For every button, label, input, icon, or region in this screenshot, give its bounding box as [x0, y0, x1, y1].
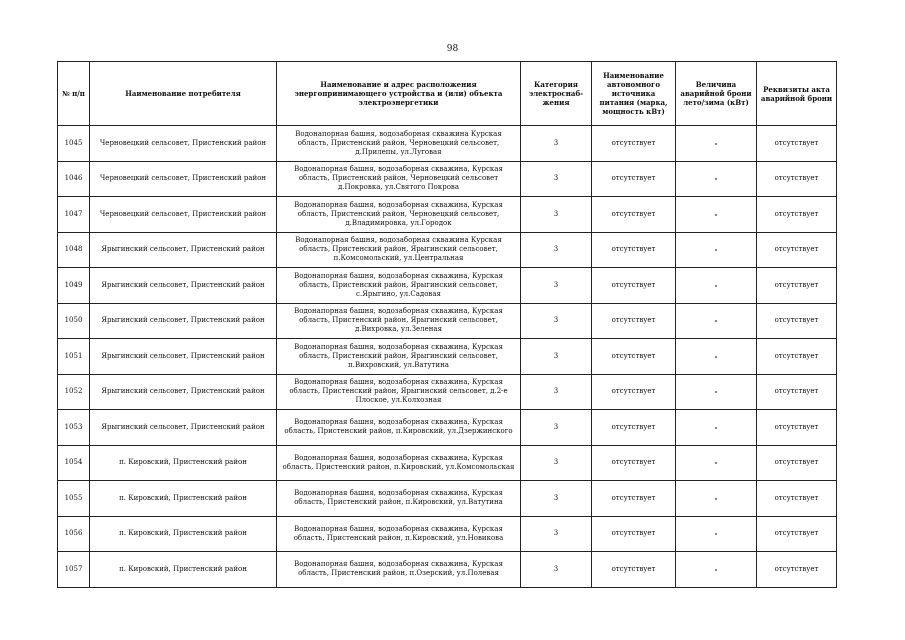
cell-emergency-reserve: -	[676, 445, 757, 481]
cell-autonomous-source: отсутствует	[592, 339, 676, 375]
cell-act-details: отсутствует	[757, 303, 837, 339]
cell-emergency-reserve: -	[676, 126, 757, 162]
cell-emergency-reserve: -	[676, 303, 757, 339]
cell-num: 1057	[58, 552, 90, 588]
header-consumer: Наименование потребителя	[90, 62, 277, 126]
cell-emergency-reserve: -	[676, 374, 757, 410]
cell-category: 3	[521, 197, 592, 233]
cell-num: 1053	[58, 410, 90, 446]
cell-category: 3	[521, 552, 592, 588]
cell-num: 1045	[58, 126, 90, 162]
cell-autonomous-source: отсутствует	[592, 516, 676, 552]
power-consumers-table	[57, 61, 837, 588]
cell-emergency-reserve: -	[676, 552, 757, 588]
cell-object: Водонапорная башня, водозаборная скважина, Курская область, Пристенский район, Ярыгинский сельсовет, д.2-е Плоское, ул.Колхозная	[277, 374, 521, 410]
cell-consumer: Черновецкий сельсовет, Пристенский район	[90, 197, 277, 233]
table-row	[58, 374, 837, 410]
cell-act-details: отсутствует	[757, 197, 837, 233]
cell-category: 3	[521, 161, 592, 197]
cell-consumer: Ярыгинский сельсовет, Пристенский район	[90, 339, 277, 375]
cell-emergency-reserve: -	[676, 161, 757, 197]
cell-act-details: отсутствует	[757, 481, 837, 517]
cell-act-details: отсутствует	[757, 410, 837, 446]
table-body	[58, 126, 837, 588]
cell-consumer: Ярыгинский сельсовет, Пристенский район	[90, 303, 277, 339]
cell-num: 1052	[58, 374, 90, 410]
table-row	[58, 339, 837, 375]
cell-act-details: отсутствует	[757, 232, 837, 268]
header-act-details: Реквизиты акта аварийной брони	[757, 62, 837, 126]
cell-act-details: отсутствует	[757, 445, 837, 481]
cell-autonomous-source: отсутствует	[592, 232, 676, 268]
cell-object: Водонапорная башня, водозаборная скважина Курская область, Пристенский район, Черновецкий сельсовет, д.Прилепы, ул.Луговая	[277, 126, 521, 162]
cell-category: 3	[521, 303, 592, 339]
cell-num: 1049	[58, 268, 90, 304]
cell-num: 1046	[58, 161, 90, 197]
cell-consumer: Ярыгинский сельсовет, Пристенский район	[90, 268, 277, 304]
cell-autonomous-source: отсутствует	[592, 410, 676, 446]
cell-emergency-reserve: -	[676, 339, 757, 375]
cell-autonomous-source: отсутствует	[592, 126, 676, 162]
cell-category: 3	[521, 374, 592, 410]
cell-autonomous-source: отсутствует	[592, 161, 676, 197]
cell-consumer: п. Кировский, Пристенский район	[90, 552, 277, 588]
header-object: Наименование и адрес расположения энергопринимающего устройства и (или) объекта электроэнергетики	[277, 62, 521, 126]
header-category: Категория электроснаб-жения	[521, 62, 592, 126]
cell-autonomous-source: отсутствует	[592, 303, 676, 339]
cell-autonomous-source: отсутствует	[592, 481, 676, 517]
table-row	[58, 161, 837, 197]
cell-consumer: п. Кировский, Пристенский район	[90, 516, 277, 552]
cell-object: Водонапорная башня, водозаборная скважина, Курская область, Пристенский район, Ярыгинский сельсовет, с.Ярыгино, ул.Садовая	[277, 268, 521, 304]
cell-consumer: п. Кировский, Пристенский район	[90, 445, 277, 481]
cell-consumer: Черновецкий сельсовет, Пристенский район	[90, 161, 277, 197]
table-row	[58, 410, 837, 446]
cell-emergency-reserve: -	[676, 410, 757, 446]
cell-object: Водонапорная башня, водозаборная скважина, Курская область, Пристенский район, п.Кировский, ул.Комсомольская	[277, 445, 521, 481]
cell-category: 3	[521, 339, 592, 375]
table-row	[58, 303, 837, 339]
cell-category: 3	[521, 481, 592, 517]
cell-num: 1056	[58, 516, 90, 552]
cell-consumer: Черновецкий сельсовет, Пристенский район	[90, 126, 277, 162]
cell-category: 3	[521, 268, 592, 304]
table-row	[58, 481, 837, 517]
cell-emergency-reserve: -	[676, 197, 757, 233]
cell-consumer: п. Кировский, Пристенский район	[90, 481, 277, 517]
cell-object: Водонапорная башня, водозаборная скважина, Курская область, Пристенский район, Ярыгинский сельсовет, д.Вихровка, ул.Зеленая	[277, 303, 521, 339]
cell-num: 1055	[58, 481, 90, 517]
cell-consumer: Ярыгинский сельсовет, Пристенский район	[90, 232, 277, 268]
table-row	[58, 126, 837, 162]
cell-emergency-reserve: -	[676, 481, 757, 517]
cell-object: Водонапорная башня, водозаборная скважина, Курская область, Пристенский район, п.Кировский, ул.Ватутина	[277, 481, 521, 517]
cell-object: Водонапорная башня, водозаборная скважина, Курская область, Пристенский район, п.Озерский, ул.Полевая	[277, 552, 521, 588]
cell-category: 3	[521, 410, 592, 446]
cell-category: 3	[521, 516, 592, 552]
cell-consumer: Ярыгинский сельсовет, Пристенский район	[90, 410, 277, 446]
cell-object: Водонапорная башня, водозаборная скважина, Курская область, Пристенский район, п.Кировский, ул.Новикова	[277, 516, 521, 552]
cell-category: 3	[521, 126, 592, 162]
cell-num: 1054	[58, 445, 90, 481]
cell-autonomous-source: отсутствует	[592, 374, 676, 410]
cell-num: 1047	[58, 197, 90, 233]
header-autonomous-source: Наименование автономного источника питания (марка, мощность кВт)	[592, 62, 676, 126]
cell-autonomous-source: отсутствует	[592, 197, 676, 233]
cell-object: Водонапорная башня, водозаборная скважина, Курская область, Пристенский район, Черновецкий сельсовет, д.Владимировка, ул.Городок	[277, 197, 521, 233]
cell-autonomous-source: отсутствует	[592, 445, 676, 481]
cell-object: Водонапорная башня, водозаборная скважина, Курская область, Пристенский район, Черновецкий сельсовет д.Покровка, ул.Святого Покрова	[277, 161, 521, 197]
cell-act-details: отсутствует	[757, 339, 837, 375]
table-row	[58, 268, 837, 304]
cell-emergency-reserve: -	[676, 516, 757, 552]
cell-act-details: отсутствует	[757, 161, 837, 197]
cell-autonomous-source: отсутствует	[592, 268, 676, 304]
cell-object: Водонапорная башня, водозаборная скважина Курская область, Пристенский район, Ярыгинский сельсовет, п.Комсомольский, ул.Центральная	[277, 232, 521, 268]
cell-act-details: отсутствует	[757, 126, 837, 162]
cell-act-details: отсутствует	[757, 516, 837, 552]
cell-object: Водонапорная башня, водозаборная скважина, Курская область, Пристенский район, п.Кировский, ул.Дзержинского	[277, 410, 521, 446]
cell-category: 3	[521, 232, 592, 268]
table-header-row	[58, 62, 837, 126]
header-emergency-reserve: Величина аварийной брони лето/зима (кВт)	[676, 62, 757, 126]
table-row	[58, 232, 837, 268]
cell-act-details: отсутствует	[757, 268, 837, 304]
cell-act-details: отсутствует	[757, 374, 837, 410]
cell-category: 3	[521, 445, 592, 481]
cell-autonomous-source: отсутствует	[592, 552, 676, 588]
cell-consumer: Ярыгинский сельсовет, Пристенский район	[90, 374, 277, 410]
cell-act-details: отсутствует	[757, 552, 837, 588]
page-number: 98	[446, 44, 459, 54]
cell-emergency-reserve: -	[676, 268, 757, 304]
cell-num: 1050	[58, 303, 90, 339]
table-row	[58, 552, 837, 588]
cell-object: Водонапорная башня, водозаборная скважина, Курская область, Пристенский район, Ярыгинский сельсовет, п.Вихровский, ул.Ватутина	[277, 339, 521, 375]
cell-emergency-reserve: -	[676, 232, 757, 268]
table-row	[58, 197, 837, 233]
table-row	[58, 516, 837, 552]
table-row	[58, 445, 837, 481]
cell-num: 1048	[58, 232, 90, 268]
cell-num: 1051	[58, 339, 90, 375]
header-num: № п/п	[58, 62, 90, 126]
